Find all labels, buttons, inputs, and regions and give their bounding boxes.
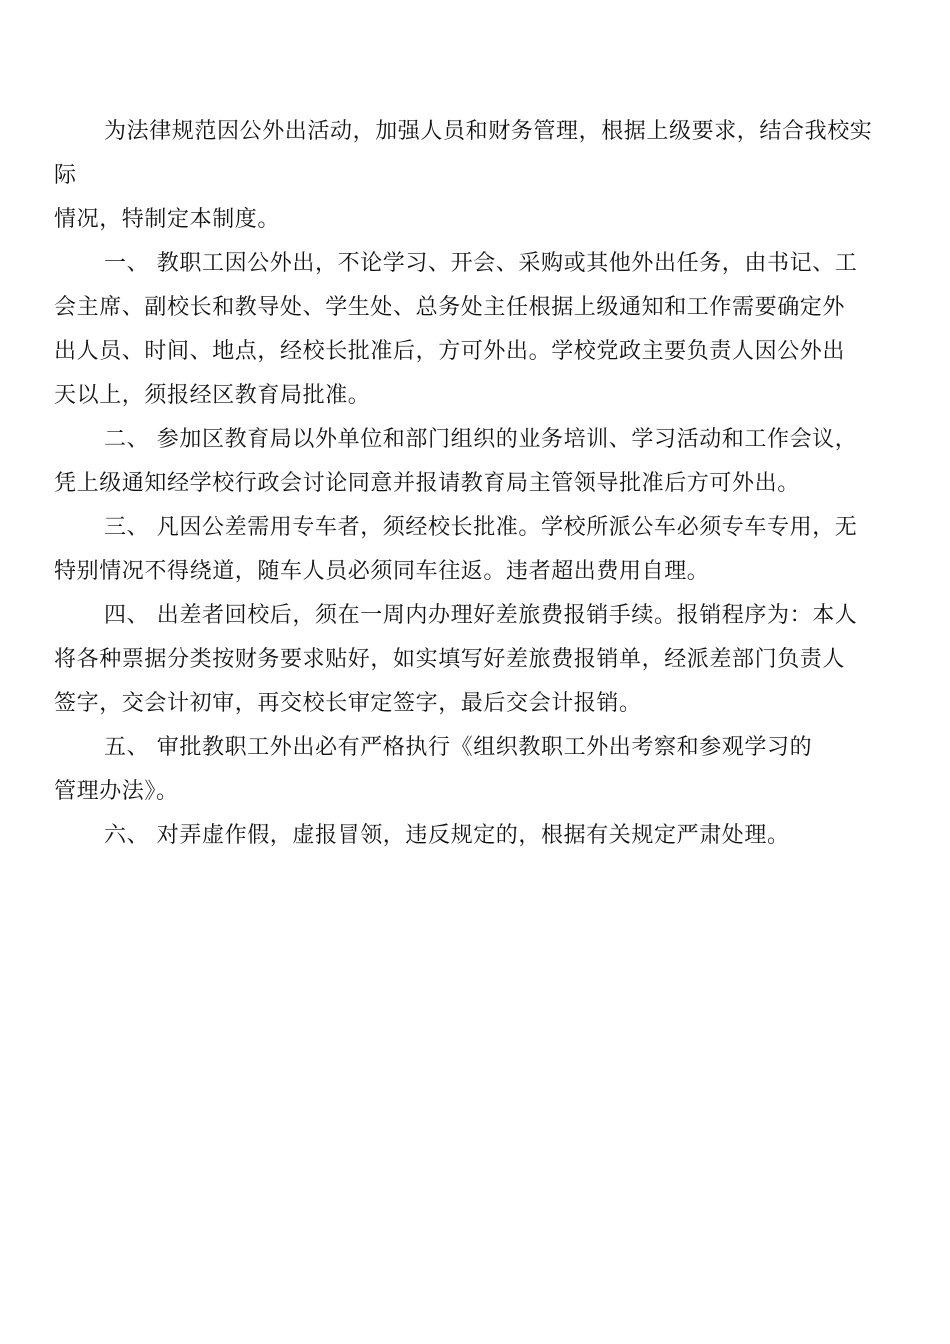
- clause-4-line-1: 四、 出差者回校后，须在一周内办理好差旅费报销手续。报销程序为：本人: [104, 603, 858, 628]
- clause-6-line-1: 六、 对弄虚作假，虚报冒领，违反规定的，根据有关规定严肃处理。: [104, 823, 790, 848]
- clause-1-line-3: 出人员、时间、地点，经校长批准后，方可外出。学校党政主要负责人因公外出: [54, 339, 846, 364]
- clause-5-line-1: 五、 审批教职工外出必有严格执行《组织教职工外出考察和参观学习的: [104, 735, 813, 760]
- clause-1-line-2: 会主席、副校长和教导处、学生处、总务处主任根据上级通知和工作需要确定外: [54, 295, 846, 320]
- intro-line-3: 情况，特制定本制度。: [54, 207, 281, 232]
- intro-line-1: 为法律规范因公外出活动，加强人员和财务管理，根据上级要求，结合我校实: [104, 119, 873, 144]
- clause-2-line-1: 二、 参加区教育局以外单位和部门组织的业务培训、学习活动和工作会议，: [104, 427, 858, 452]
- clause-3-line-2: 特别情况不得绕道，随车人员必须同车往返。违者超出费用自理。: [54, 559, 710, 584]
- clause-5-line-2: 管理办法》。: [54, 779, 179, 804]
- clause-1-line-4: 天以上，须报经区教育局批准。: [54, 383, 371, 408]
- clause-1: [54, 242, 888, 418]
- clause-6: [54, 814, 888, 858]
- clause-4-line-3: 签字，交会计初审，再交校长审定签字，最后交会计报销。: [54, 691, 642, 716]
- intro-paragraph: [54, 110, 888, 242]
- clause-2: [54, 418, 888, 506]
- clause-3: [54, 506, 888, 594]
- intro-line-2: 际: [54, 163, 77, 188]
- clause-4-line-2: 将各种票据分类按财务要求贴好，如实填写好差旅费报销单，经派差部门负责人: [54, 647, 846, 672]
- clause-3-line-1: 三、 凡因公差需用专车者，须经校长批准。学校所派公车必须专车专用，无: [104, 515, 858, 540]
- clause-1-line-1: 一、 教职工因公外出，不论学习、开会、采购或其他外出任务，由书记、工: [104, 251, 858, 276]
- clause-4: [54, 594, 888, 726]
- clause-5: [54, 726, 888, 814]
- document-body: [54, 110, 888, 858]
- clause-2-line-2: 凭上级通知经学校行政会讨论同意并报请教育局主管领导批准后方可外出。: [54, 471, 800, 496]
